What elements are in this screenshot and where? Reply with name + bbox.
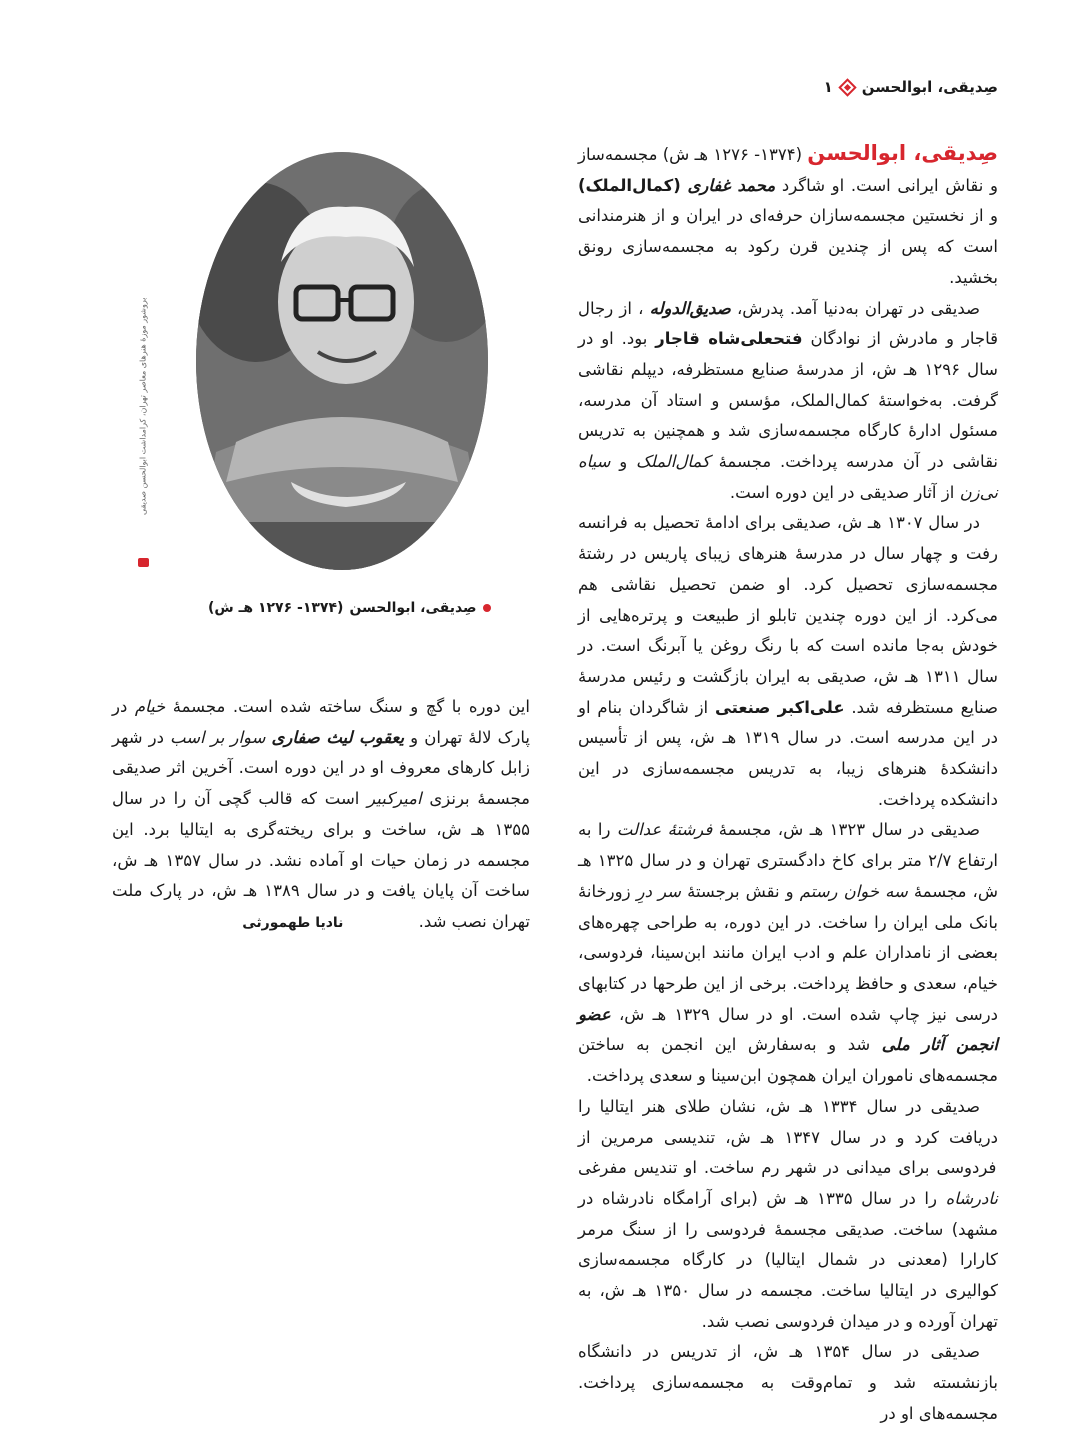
figure-caption — [208, 600, 491, 616]
credit-mark-icon — [138, 558, 149, 567]
article-column-right — [578, 138, 998, 1430]
article-paragraph — [578, 294, 998, 509]
cross-reference-link[interactable]: علی‌اکبر صنعتی — [714, 697, 845, 717]
photo-credit — [136, 297, 150, 580]
artwork-title: فرشتهٔ عدالت — [616, 820, 713, 840]
entry-dates: (۱۳۷۴- ۱۲۷۶ هـ ش) — [662, 145, 802, 164]
text-run: و از نخستین مجسمه‌سازان حرفه‌ای در ایران و از هنرمندانی است که پس از چندین قرن رکود به مجسمه‌سازی رونق بخشید. — [578, 206, 998, 287]
article-paragraph — [578, 508, 998, 815]
article-paragraph — [112, 692, 530, 939]
cross-reference-link[interactable]: (کمال‌الملک) — [578, 175, 681, 195]
artwork-title: سه خوان رستم — [799, 881, 908, 901]
artwork-title: کمال‌الملک — [636, 452, 710, 472]
artwork-title: سوار بر اسب — [170, 727, 266, 747]
text-run: است که قالب گچی آن را در سال ۱۳۵۵ هـ ش، ساخت و برای ریخته‌گری به ایتالیا برد. این مجسمه در زمان حیات او آماده نشد. در سال ۱۳۵۷ هـ ش، ساخت آن پایان یافت و در سال ۱۳۸۹ هـ ش، در پارک ملت تهران نصب شد. — [112, 789, 531, 931]
artwork-title: امیرکبیر — [367, 789, 422, 809]
artwork-title: خیام — [134, 697, 166, 716]
text-run: صدیقی در سال ۱۳۲۳ هـ ش، مجسمهٔ — [712, 820, 980, 840]
text-run: در شهر زابل کارهای معروف او در این دوره است. آخرین اثر صدیقی مجسمهٔ برنزی — [112, 727, 530, 809]
text-run: از شاگردان بنام او در این مدرسه است. در سال ۱۳۱۹ هـ ش، پس از تأسیس دانشکدهٔ هنرهای زیبا، به تدریس مجسمه‌سازی در این دانشکده پرداخت. — [578, 697, 998, 809]
cross-reference-link[interactable]: فتحعلی‌شاه قاجار — [655, 329, 803, 349]
cross-reference-link[interactable]: عضو انجمن آثار ملی — [578, 1004, 998, 1055]
artwork-title: سیاه نی‌زن — [578, 452, 998, 502]
page-number: ۱ — [823, 78, 833, 96]
text-run: صدیقی در سال ۱۳۳۴ هـ ش، نشان طلای هنر ایتالیا را دریافت کرد و در سال ۱۳۴۷ هـ ش، تندیسی مرمرین از فردوسی برای میدانی در شهر رم ساخت. او تندیس مفرغی — [578, 1096, 998, 1178]
caption-name: صِدیقی، ابوالحسن — [349, 600, 477, 616]
artwork-title: نادرشاه — [945, 1188, 998, 1208]
text-run: مجسمه‌ساز و نقاش ایرانی است. او شاگرد — [578, 145, 998, 195]
bullet-icon — [483, 604, 491, 612]
text-run: از آثار صدیقی در این دوره است. — [729, 482, 955, 502]
text-run: ، از رجال قاجار و مادرش از نوادگان — [578, 298, 998, 349]
text-run: این دوره با گچ و سنگ ساخته شده است. مجسمهٔ — [165, 697, 530, 716]
cross-reference-link[interactable]: صدیق‌الدوله — [649, 298, 731, 318]
article-paragraph — [578, 1092, 998, 1338]
running-head — [824, 78, 998, 96]
text-run: در سال ۱۳۰۷ هـ ش، صدیقی برای ادامهٔ تحصیل به فرانسه رفت و چهار سال در مدرسهٔ هنرهای زیبای پاریس در رشتهٔ مجسمه‌سازی تحصیل کرد. او ضمن تحصیل نقاشی هم می‌کرد. از این دوره چندین تابلو از طبیعت و پرتره‌هایی از خودش به‌جا مانده است که با رنگ روغن یا آبرنگ است. در سال ۱۳۱۱ هـ ش، صدیقی به ایران بازگشت و رئیس مدرسهٔ صنایع مستظرفه شد. — [578, 513, 998, 717]
article-paragraph — [578, 815, 998, 1091]
portrait-photo — [196, 152, 488, 570]
photo-credit-text: بروشور موزهٔ هنرهای معاصر تهران، کرامداشت ابوالحسن صدیقی — [138, 297, 148, 516]
article-column-left — [112, 692, 530, 939]
text-run: در پارک لالهٔ تهران و — [112, 697, 531, 747]
running-head-title: صِدیقی، ابوالحسن — [861, 78, 998, 96]
cross-reference-link[interactable]: یعقوب لیث صفاری — [271, 727, 405, 747]
artwork-title: سر درِ — [636, 881, 682, 901]
caption-dates: (۱۳۷۴- ۱۲۷۶ هـ ش) — [208, 600, 344, 616]
text-run: و — [610, 452, 628, 472]
text-run: شد و به‌سفارش این انجمن به ساختن مجسمه‌های ناموران ایران همچون ابن‌سینا و سعدی پرداخت. — [578, 1035, 998, 1086]
entry-title: صِدیقی، ابوالحسن — [807, 141, 999, 165]
text-run: بود. او در سال ۱۲۹۶ هـ ش، از مدرسهٔ صنایع مستظرفه، دیپلم نقاشی گرفت. به‌خواستهٔ کمال‌الملک، مؤسس و استاد آن مدرسه، مسئول ادارهٔ کارگاه مجسمه‌سازی شد و همچنین به تدریس نقاشی در آن مدرسه پرداخت. مجسمهٔ — [578, 329, 999, 472]
article-paragraph — [578, 138, 998, 294]
text-run: صدیقی در سال ۱۳۵۴ هـ ش، از تدریس در دانشگاه بازنشسته شد و تمام‌وقت به مجسمه‌سازی پرداخت. مجسمه‌های او در — [578, 1342, 998, 1423]
author-name: نادیا طهمورثی — [242, 914, 344, 931]
text-run: و نقش برجستهٔ — [681, 881, 794, 901]
portrait-illustration — [196, 152, 488, 570]
cross-reference-link[interactable]: محمد غفاری — [687, 175, 776, 195]
text-run: را در سال ۱۳۳۵ هـ ش (برای آرامگاه نادرشاه در مشهد) ساخت. صدیقی مجسمهٔ فردوسی را از سنگ مرمر کارارا (معدنی در شمال ایتالیا) در کارگاه مجسمه‌سازی کوالیری در ایتالیا ساخت. مجسمه در سال ۱۳۵۰ هـ ش، به تهران آورده و در میدان فردوسی نصب شد. — [578, 1188, 998, 1331]
text-run: زورخانهٔ بانک ملی ایران را ساخت. در این دوره، به طراحی چهره‌های بعضی از نامداران علم و ادب ایران مانند ابن‌سینا، فردوسی، خیام، سعدی و حافظ پرداخت. برخی از این طرحها در کتابهای درسی نیز چاپ شده است. او در سال ۱۳۲۹ هـ ش، — [578, 881, 998, 1024]
text-run: صدیقی در تهران به‌دنیا آمد. پدرش، — [730, 298, 980, 318]
diamond-icon — [838, 78, 856, 96]
article-paragraph — [578, 1337, 998, 1429]
text-run: را به ارتفاع ۲/۷ متر برای کاخ دادگستری تهران و در سال ۱۳۲۵ هـ ش، مجسمهٔ — [578, 820, 999, 901]
